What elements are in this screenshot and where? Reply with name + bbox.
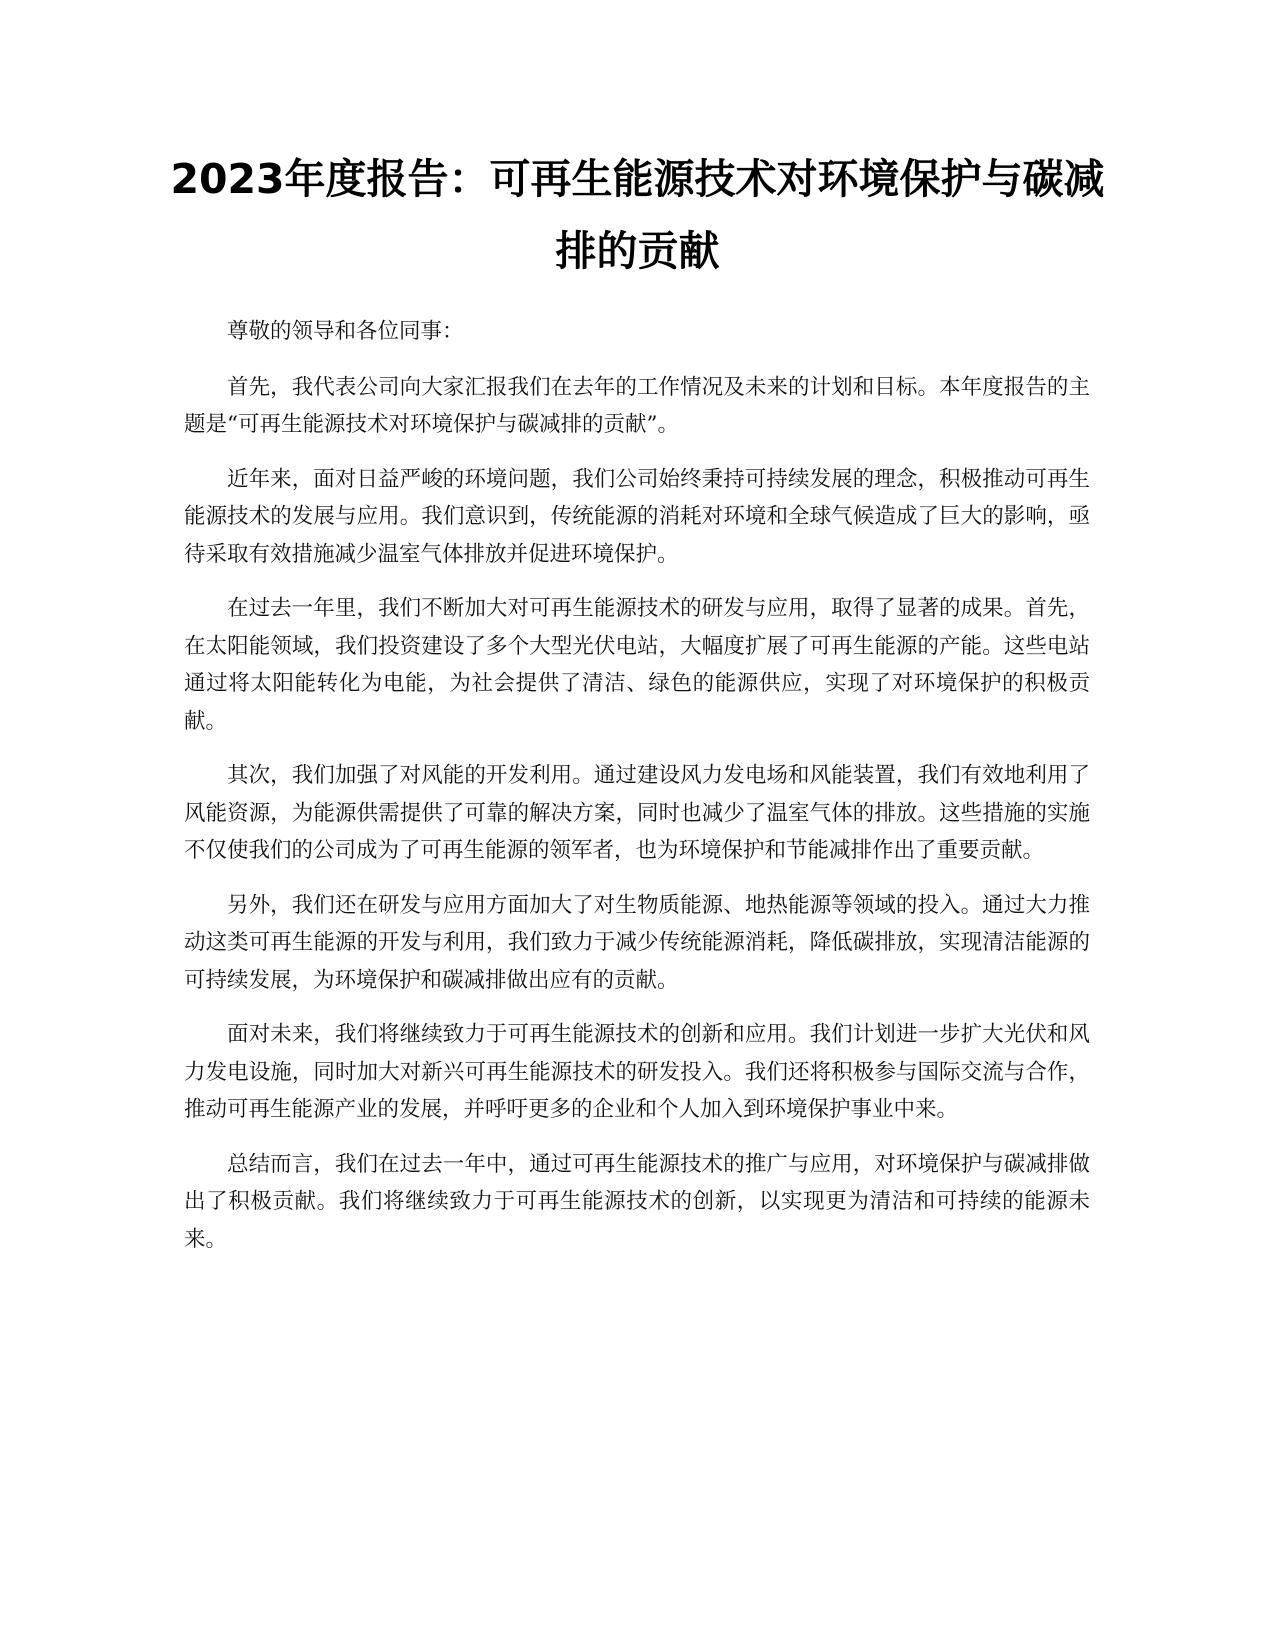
document-body: [184, 313, 1090, 1275]
salutation: 尊敬的领导和各位同事：: [227, 319, 464, 344]
document-title: 2023年度报告：可再生能源技术对环境保护与碳减排的贡献: [170, 155, 1105, 275]
paragraph-biomass-geothermal: 另外，我们还在研发与应用方面加大了对生物质能源、地热能源等领域的投入。通过大力推动这类可再生能源的开发与利用，我们致力于减少传统能源消耗，降低碳排放，实现清洁能源的可持续发展，为环境保护和碳减排做出应有的贡献。: [184, 892, 1090, 993]
paragraph-background: 近年来，面对日益严峻的环境问题，我们公司始终秉持可持续发展的理念，积极推动可再生能源技术的发展与应用。我们意识到，传统能源的消耗对环境和全球气候造成了巨大的影响，亟待采取有效措施减少温室气体排放并促进环境保护。: [184, 466, 1090, 567]
paragraph-solar: 在过去一年里，我们不断加大对可再生能源技术的研发与应用，取得了显著的成果。首先，在太阳能领域，我们投资建设了多个大型光伏电站，大幅度扩展了可再生能源的产能。这些电站通过将太阳能转化为电能，为社会提供了清洁、绿色的能源供应，实现了对环境保护的积极贡献。: [184, 596, 1090, 734]
paragraph-wind: 其次，我们加强了对风能的开发利用。通过建设风力发电场和风能装置，我们有效地利用了风能资源，为能源供需提供了可靠的解决方案，同时也减少了温室气体的排放。这些措施的实施不仅使我们的公司成为了可再生能源的领军者，也为环境保护和节能减排作出了重要贡献。: [184, 763, 1090, 863]
paragraph-intro: 首先，我代表公司向大家汇报我们在去年的工作情况及未来的计划和目标。本年度报告的主题是“可再生能源技术对环境保护与碳减排的贡献”。: [184, 374, 1090, 437]
paragraph-future: 面对未来，我们将继续致力于可再生能源技术的创新和应用。我们计划进一步扩大光伏和风力发电设施，同时加大对新兴可再生能源技术的研发投入。我们还将积极参与国际交流与合作，推动可再生能源产业的发展，并呼吁更多的企业和个人加入到环境保护事业中来。: [184, 1022, 1090, 1122]
paragraph-conclusion: 总结而言，我们在过去一年中，通过可再生能源技术的推广与应用，对环境保护与碳减排做出了积极贡献。我们将继续致力于可再生能源技术的创新，以实现更为清洁和可持续的能源未来。: [184, 1151, 1090, 1252]
